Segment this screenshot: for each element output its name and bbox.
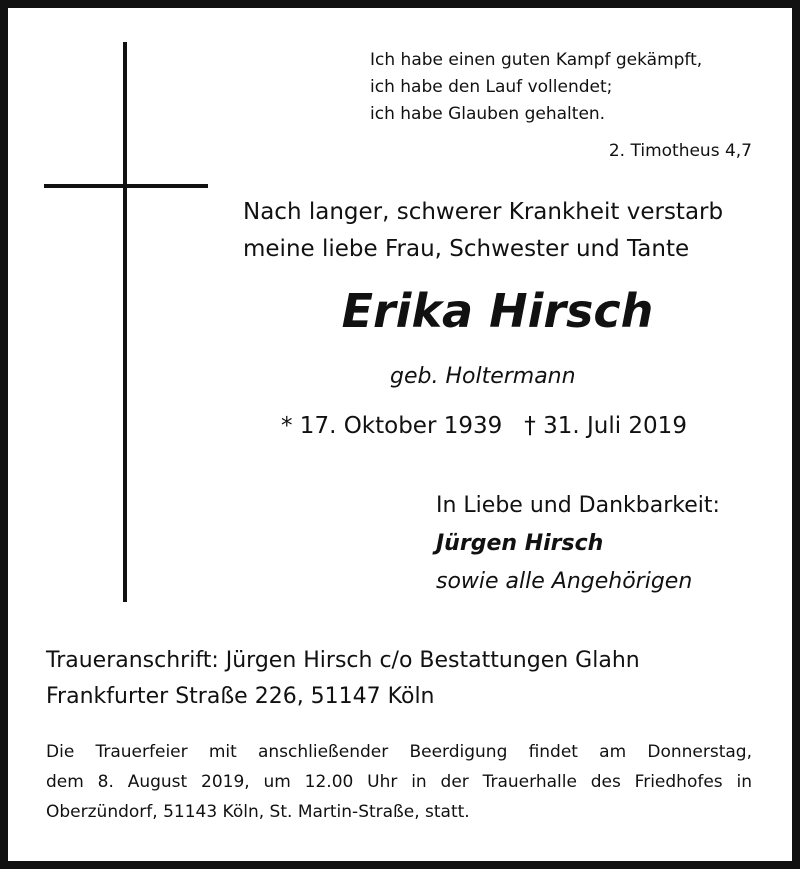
death-announcement — [243, 194, 723, 268]
address-line: Frankfurter Straße 226, 51147 Köln — [46, 684, 435, 709]
verse-line: Ich habe einen guten Kampf gekämpft, — [370, 50, 703, 70]
funeral-line: Die Trauerfeier mit anschließender Beerdigung findet am Donnerstag, — [46, 742, 752, 762]
cross-horizontal-bar — [44, 184, 208, 188]
death-date: † 31. Juli 2019 — [524, 413, 687, 439]
address-line: Traueranschrift: Jürgen Hirsch c/o Bestattungen Glahn — [46, 648, 640, 673]
announcement-line: meine liebe Frau, Schwester und Tante — [243, 236, 690, 262]
mourner-name: Jürgen Hirsch — [436, 531, 604, 556]
deceased-name-block — [243, 284, 752, 338]
cross-vertical-bar — [123, 42, 127, 602]
maiden-name: geb. Holtermann — [390, 364, 576, 389]
announcement-line: Nach langer, schwerer Krankheit verstarb — [243, 199, 724, 225]
mourning-address — [46, 643, 640, 715]
life-dates — [281, 413, 687, 439]
bible-verse — [370, 47, 702, 128]
deceased-name: Erika Hirsch — [341, 284, 654, 338]
funeral-line: Oberzündorf, 51143 Köln, St. Martin-Straße, statt. — [46, 802, 470, 822]
funeral-line: dem 8. August 2019, um 12.00 Uhr in der Trauerhalle des Friedhofes in — [46, 772, 752, 792]
funeral-details — [46, 737, 752, 827]
verse-line: ich habe Glauben gehalten. — [370, 104, 606, 124]
verse-line: ich habe den Lauf vollendet; — [370, 77, 613, 97]
other-relatives: sowie alle Angehörigen — [436, 569, 693, 594]
birth-date: * 17. Oktober 1939 — [281, 413, 503, 439]
mourners-heading: In Liebe und Dankbarkeit: — [436, 493, 720, 518]
verse-reference: 2. Timotheus 4,7 — [608, 141, 752, 161]
mourners-block — [436, 487, 720, 601]
